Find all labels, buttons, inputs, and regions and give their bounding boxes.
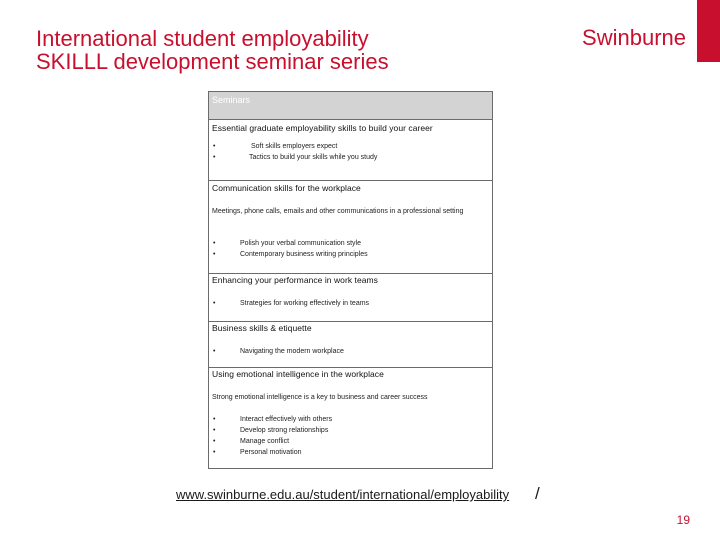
seminar-row-4 bbox=[209, 322, 492, 368]
list-item bbox=[209, 249, 492, 260]
table-header-label: Seminars bbox=[212, 95, 251, 105]
bullet: • bbox=[213, 240, 216, 247]
bullet: • bbox=[213, 143, 216, 150]
bullet: • bbox=[213, 348, 216, 355]
list-item bbox=[209, 141, 492, 152]
seminar-row-1 bbox=[209, 120, 492, 181]
seminars-table bbox=[208, 91, 493, 469]
bullet: • bbox=[213, 251, 216, 258]
bullet-text: Strategies for working effectively in teams bbox=[240, 300, 370, 307]
seminar-description: Meetings, phone calls, emails and other communications in a professional setting bbox=[212, 208, 464, 215]
seminar-title: Business skills & etiquette bbox=[212, 323, 312, 333]
bullet-text: Interact effectively with others bbox=[240, 416, 333, 423]
list-item bbox=[209, 346, 492, 357]
bullet: • bbox=[213, 300, 216, 307]
bullet: • bbox=[213, 154, 216, 161]
bullet-text: Navigating the modern workplace bbox=[240, 348, 344, 355]
bullet-text: Polish your verbal communication style bbox=[240, 240, 361, 247]
seminar-title: Communication skills for the workplace bbox=[212, 183, 361, 193]
seminar-bullets bbox=[209, 414, 492, 458]
seminar-bullets bbox=[209, 141, 492, 163]
seminar-bullets bbox=[209, 346, 492, 357]
bullet: • bbox=[213, 438, 216, 445]
seminar-bullets bbox=[209, 238, 492, 260]
bullet: • bbox=[213, 416, 216, 423]
seminar-bullets bbox=[209, 298, 492, 309]
bullet-text: Contemporary business writing principles bbox=[240, 251, 368, 258]
bullet: • bbox=[213, 427, 216, 434]
bullet-text: Tactics to build your skills while you study bbox=[249, 154, 378, 161]
accent-bar bbox=[697, 0, 720, 62]
list-item bbox=[209, 152, 492, 163]
bullet-text: Soft skills employers expect bbox=[251, 143, 338, 150]
list-item bbox=[209, 425, 492, 436]
link-slash: / bbox=[535, 484, 540, 503]
seminar-row-3 bbox=[209, 274, 492, 322]
list-item bbox=[209, 238, 492, 249]
bullet-text: Develop strong relationships bbox=[240, 427, 329, 434]
list-item bbox=[209, 414, 492, 425]
brand-name: Swinburne bbox=[582, 25, 686, 50]
list-item bbox=[209, 447, 492, 458]
bullet-text: Manage conflict bbox=[240, 438, 290, 445]
slide-title bbox=[36, 27, 476, 73]
list-item bbox=[209, 298, 492, 309]
seminar-row-2 bbox=[209, 181, 492, 274]
bullet-text: Personal motivation bbox=[240, 449, 302, 456]
bullet: • bbox=[213, 449, 216, 456]
page-number: 19 bbox=[676, 513, 690, 527]
seminar-title: Enhancing your performance in work teams bbox=[212, 275, 378, 285]
employability-link[interactable]: www.swinburne.edu.au/student/international/employability bbox=[176, 487, 510, 502]
seminar-title: Using emotional intelligence in the workplace bbox=[212, 369, 384, 379]
seminar-description: Strong emotional intelligence is a key to business and career success bbox=[212, 394, 428, 401]
seminar-row-5 bbox=[209, 368, 492, 468]
title-line-2: SKILLL development seminar series bbox=[36, 49, 389, 74]
seminar-title: Essential graduate employability skills to build your career bbox=[212, 123, 433, 133]
title-line-1: International student employability bbox=[36, 26, 369, 51]
table-header bbox=[209, 92, 492, 120]
list-item bbox=[209, 436, 492, 447]
